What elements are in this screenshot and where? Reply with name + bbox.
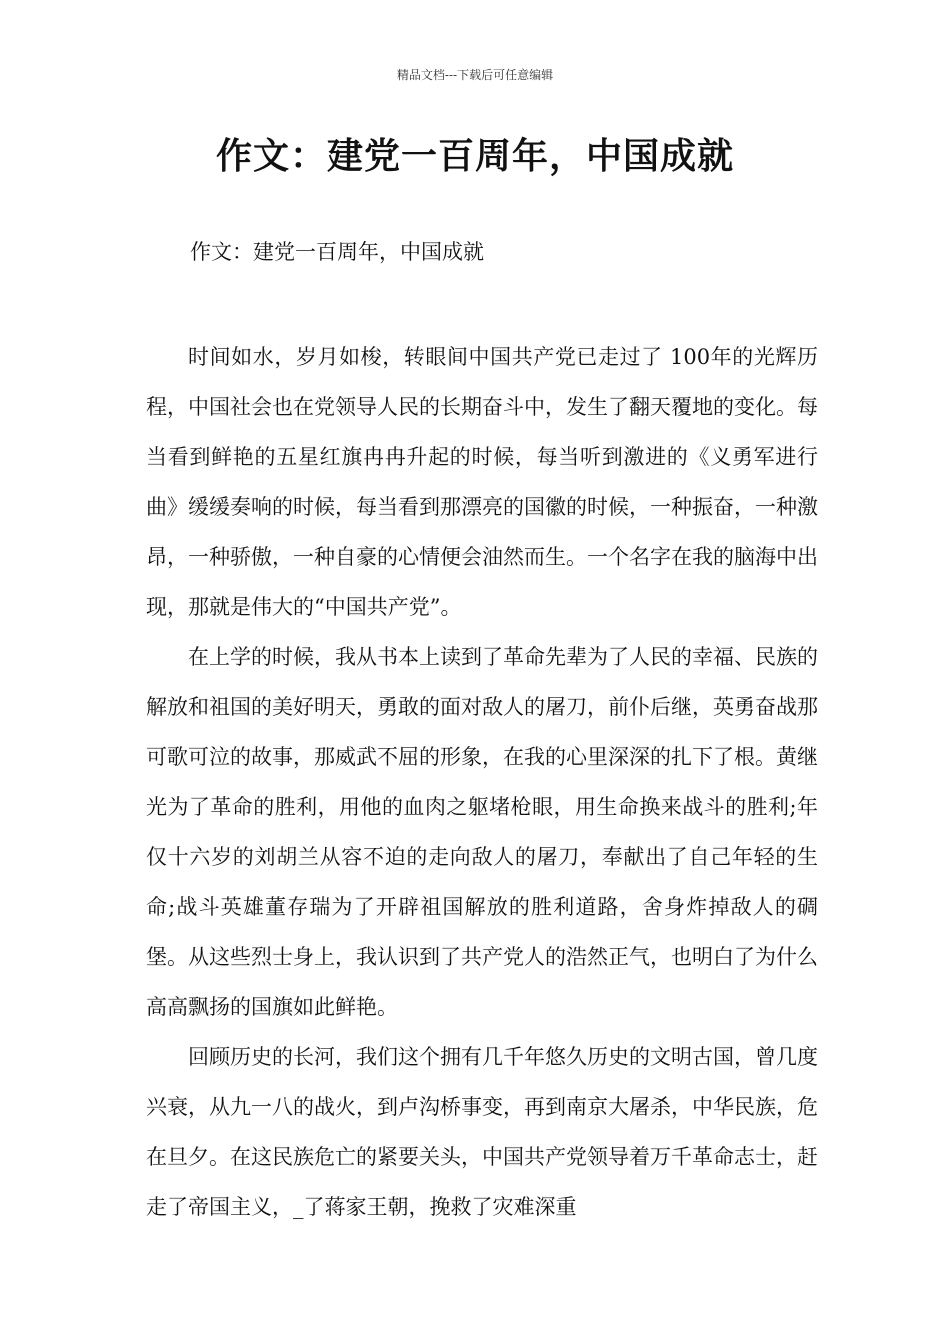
body-text <box>146 332 818 1232</box>
document-title: 作文：建党一百周年，中国成就 <box>215 136 734 177</box>
paragraph-3: 回顾历史的长河，我们这个拥有几千年悠久历史的文明古国，曾几度兴衰，从九一八的战火，到卢沟桥事变，再到南京大屠杀，中华民族，危在旦夕。在这民族危亡的紧要关头，中国共产党领导着万千革命志士，赶走了帝国主义，_了蒋家王朝，挽救了灾难深重 <box>146 1045 818 1219</box>
document-subtitle: 作文：建党一百周年，中国成就 <box>190 240 484 264</box>
paragraph-2: 在上学的时候，我从书本上读到了革命先辈为了人民的幸福、民族的解放和祖国的美好明天，勇敢的面对敌人的屠刀，前仆后继，英勇奋战那可歌可泣的故事，那威武不屈的形象，在我的心里深深的扎下了根。黄继光为了革命的胜利，用他的血肉之躯堵枪眼，用生命换来战斗的胜利;年仅十六岁的刘胡兰从容不迫的走向敌人的屠刀，奉献出了自己年轻的生命;战斗英雄董存瑞为了开辟祖国解放的胜利道路，舍身炸掉敌人的碉堡。从这些烈士身上，我认识到了共产党人的浩然正气，也明白了为什么高高飘扬的国旗如此鲜艳。 <box>146 645 818 1019</box>
paragraph-1: 时间如水，岁月如梭，转眼间中国共产党已走过了 100年的光辉历程，中国社会也在党领导人民的长期奋斗中，发生了翻天覆地的变化。每当看到鲜艳的五星红旗冉冉升起的时候，每当听到激进的《义勇军进行曲》缓缓奏响的时候，每当看到那漂亮的国徽的时候，一种振奋，一种激昂，一种骄傲，一种自豪的心情便会油然而生。一个名字在我的脑海中出现，那就是伟大的“中国共产党”。 <box>146 345 818 619</box>
header-note: 精品文档---下载后可任意编辑 <box>396 68 554 82</box>
